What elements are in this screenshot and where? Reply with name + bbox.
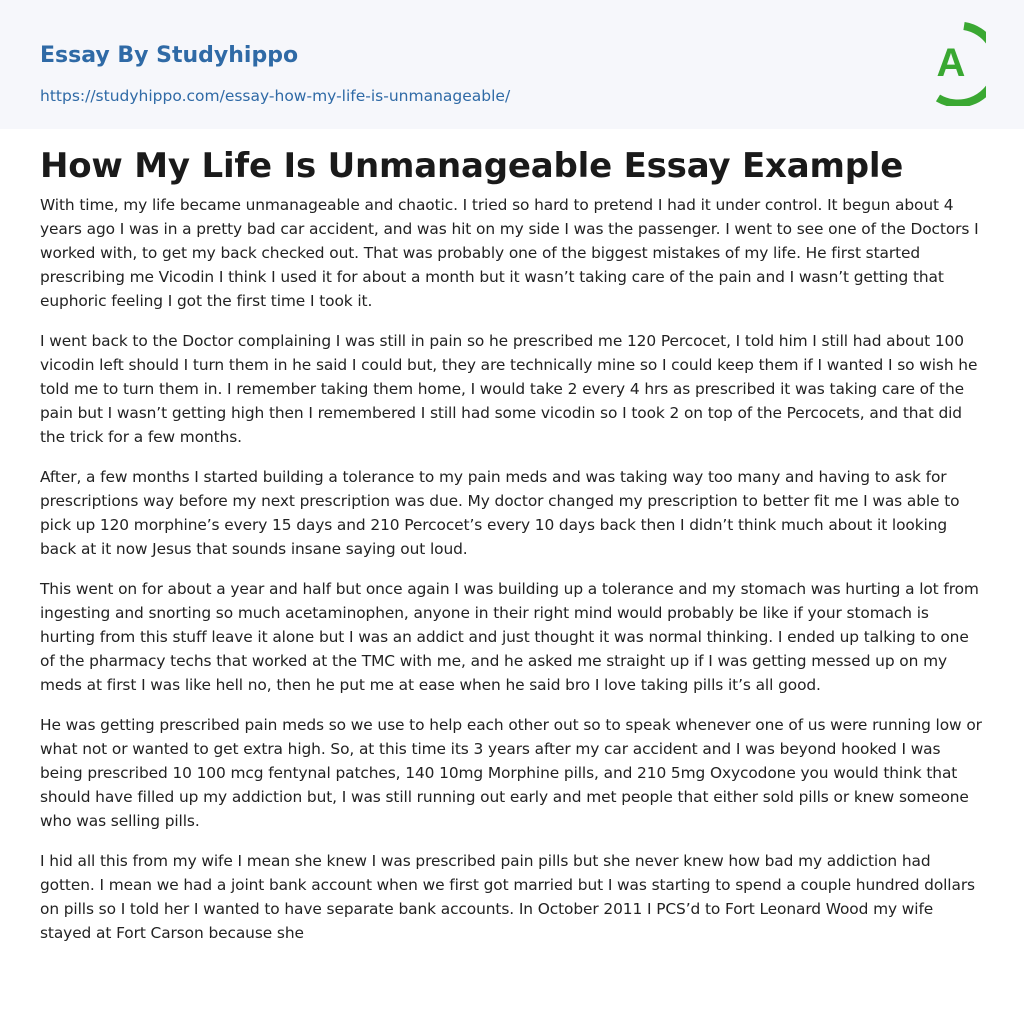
essay-paragraph: He was getting prescribed pain meds so we use to help each other out so to speak whenever one of us were running low or what not or wanted to get extra high. So, at this time its 3 years after my car accident and I was beyond hooked I was being prescribed 10 100 mcg fentynal patches, 140 10mg Morphine pills, and 210 5mg Oxycodone you would think that should have filled up my addiction but, I was still running out early and met people that either sold pills or knew someone who was selling pills.: [40, 716, 982, 830]
essay-paragraph: This went on for about a year and half but once again I was building up a tolerance and my stomach was hurting a lot from ingesting and snorting so much acetaminophen, anyone in their right mind would probably be like if your stomach is hurting from this stuff leave it alone but I was an addict and just thought it was normal thinking. I ended up talking to one of the pharmacy techs that worked at the TMC with me, and he asked me straight up if I was getting messed up on my meds at first I was like hell no, then he put me at ease when he said bro I love taking pills it’s all good.: [40, 580, 979, 694]
essay-paragraph: I hid all this from my wife I mean she knew I was prescribed pain pills but she never knew how bad my addiction had gotten. I mean we had a joint bank account when we first got married but I was starting to spend a couple hundred dollars on pills so I told her I wanted to have separate bank accounts. In October 2011 I PCS’d to Fort Leonard Wood my wife stayed at Fort Carson because she: [40, 852, 975, 942]
site-header: [0, 0, 1024, 129]
page-title: How My Life Is Unmanageable Essay Example: [40, 146, 904, 186]
page-url-link[interactable]: https://studyhippo.com/essay-how-my-life-is-unmanageable/: [40, 87, 511, 105]
studyhippo-logo-icon[interactable]: [916, 18, 986, 106]
essay-paragraph: With time, my life became unmanageable and chaotic. I tried so hard to pretend I had it under control. It begun about 4 years ago I was in a pretty bad car accident, and was hit on my side I was the passenger. I went to see one of the Doctors I worked with, to get my back checked out. That was probably one of the biggest mistakes of my life. He first started prescribing me Vicodin I think I used it for about a month but it wasn’t taking care of the pain and I wasn’t getting that euphoric feeling I got the first time I took it.: [40, 196, 979, 310]
site-brand[interactable]: Essay By Studyhippo: [40, 43, 299, 68]
essay-content: [0, 129, 1024, 945]
logo-letter: A: [936, 41, 966, 85]
essay-paragraph: After, a few months I started building a tolerance to my pain meds and was taking way too many and having to ask for prescriptions way before my next prescription was due. My doctor changed my prescription to better fit me I was able to pick up 120 morphine’s every 15 days and 210 Percocet’s every 10 days back then I didn’t think much about it looking back at it now Jesus that sounds insane saying out loud.: [40, 468, 960, 558]
essay-paragraph: I went back to the Doctor complaining I was still in pain so he prescribed me 120 Percocet, I told him I still had about 100 vicodin left should I turn them in he said I could but, they are technically mine so I could keep them if I wanted I so wish he told me to turn them in. I remember taking them home, I would take 2 every 4 hrs as prescribed it was taking care of the pain but I wasn’t getting high then I remembered I still had some vicodin so I took 2 on top of the Percocets, and that did the trick for a few months.: [40, 332, 978, 446]
